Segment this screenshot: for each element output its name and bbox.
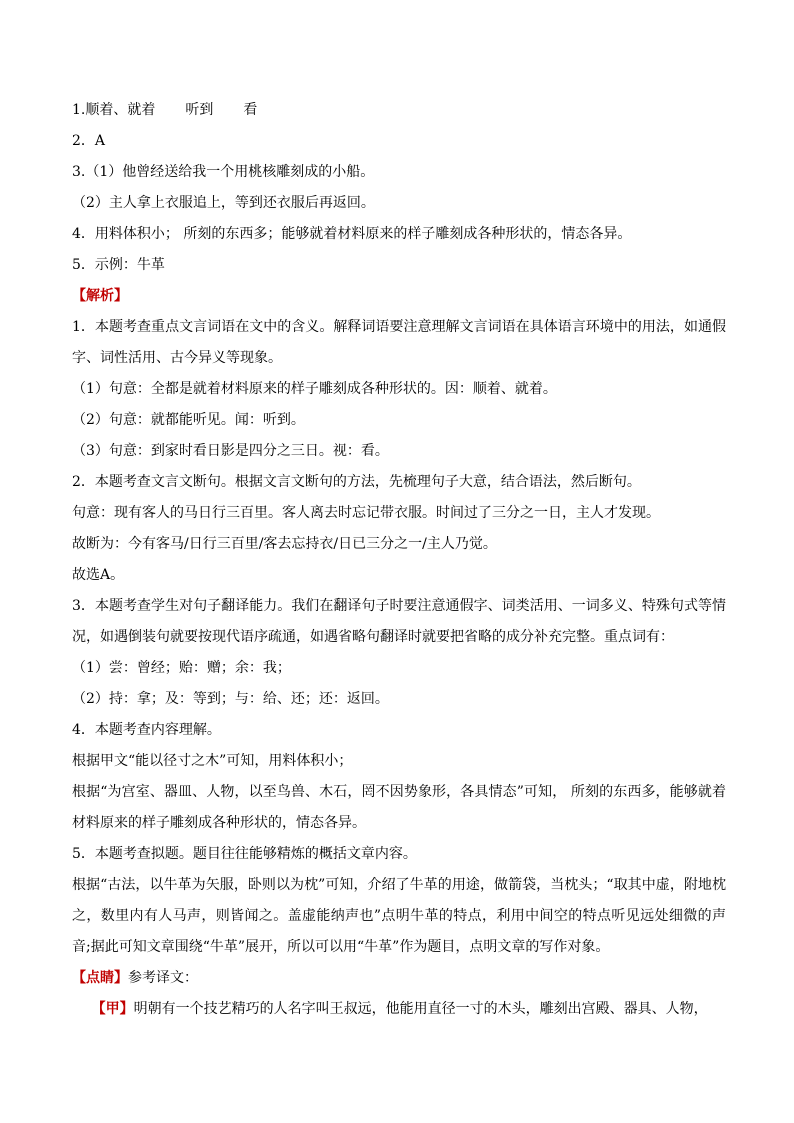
analysis-2: 2．本题考查文言文断句。根据文言文断句的方法，先梳理句子大意，结合语法，然后断句。 <box>72 474 641 490</box>
analysis-5-1: 根据“古法，以牛革为矢服，卧则以为枕”可知，介绍了牛革的用途，做箭袋，当枕头；“取其中虚，附地枕之，数里内有人马声，则皆闻之。盖虚能纳声也”点明牛革的特点，利用中间空的特点听见远处细微的声音;据此可知文章围绕“牛革”展开，所以可以用“牛革”作为题目，点明文章的写作对象。 <box>72 877 726 955</box>
analysis-1-1: （1）句意：全都是就着材料原来的样子雕刻成各种形状的。因：顺着、就着。 <box>72 381 557 397</box>
translation-text: 明朝有一个技艺精巧的人名字叫王叔远，他能用直径一寸的木头，雕刻出宫殿、器具、人物， <box>133 1001 708 1017</box>
analysis-2-break: 故断为：今有客马/日行三百里/客去忘持衣/日已三分之一/主人乃觉。 <box>72 536 497 552</box>
analysis-3-2: （2）持：拿；及：等到；与：给、还；还：返回。 <box>72 691 389 707</box>
translation-label: 【甲】 <box>91 1001 134 1017</box>
comment-label: 【点睛】 <box>72 970 128 986</box>
answer-1-part-3: 看 <box>243 102 258 118</box>
answer-2: 2．A <box>72 133 106 149</box>
answer-1-part-1: 1.顺着、就着 <box>72 102 156 118</box>
analysis-1: 1．本题考查重点文言词语在文中的含义。解释词语要注意理解文言词语在具体语言环境中的用法，如通假字、词性活用、古今异义等现象。 <box>72 319 726 366</box>
analysis-3: 3．本题考查学生对句子翻译能力。我们在翻译句子时要注意通假字、词类活用、一词多义、特殊句式等情况，如遇倒装句就要按现代语序疏通，如遇省略句翻译时就要把省略的成分补充完整。重点词有： <box>72 598 726 645</box>
answer-3-2: （2）主人拿上衣服追上，等到还衣服后再返回。 <box>72 195 375 211</box>
answer-3-1: 3.（1）他曾经送给我一个用桃核雕刻成的小船。 <box>72 164 375 180</box>
analysis-2-meaning: 句意：现有客人的马日行三百里。客人离去时忘记带衣服。时间过了三分之一日，主人才发现。 <box>72 505 660 521</box>
analysis-4: 4．本题考查内容理解。 <box>72 722 221 738</box>
analysis-4-1: 根据甲文“能以径寸之木”可知，用料体积小； <box>72 753 353 769</box>
analysis-1-2: （2）句意：就都能听见。闻：听到。 <box>72 412 305 428</box>
analysis-header: 【解析】 <box>72 288 128 304</box>
answer-4: 4．用料体积小； 所刻的东西多；能够就着材料原来的样子雕刻成各种形状的，情态各异。 <box>72 226 632 242</box>
document-body <box>72 95 726 1025</box>
analysis-4-2: 根据“为宫室、器皿、人物，以至鸟兽、木石，罔不因势象形，各具情态”可知， 所刻的东西多，能够就着材料原来的样子雕刻成各种形状的，情态各异。 <box>72 784 726 831</box>
analysis-5: 5．本题考查拟题。题目往往能够精炼的概括文章内容。 <box>72 846 417 862</box>
answer-5: 5．示例：牛革 <box>72 257 165 273</box>
comment-text: 参考译文： <box>128 970 198 986</box>
comment-line <box>72 963 726 994</box>
translation-line <box>72 994 726 1025</box>
answer-1-part-2: 听到 <box>185 102 214 118</box>
analysis-3-1: （1）尝：曾经；贻：赠；余：我； <box>72 660 291 676</box>
analysis-2-choice: 故选A。 <box>72 567 125 583</box>
answer-1 <box>72 95 726 126</box>
analysis-1-3: （3）句意：到家时看日影是四分之三日。视：看。 <box>72 443 389 459</box>
